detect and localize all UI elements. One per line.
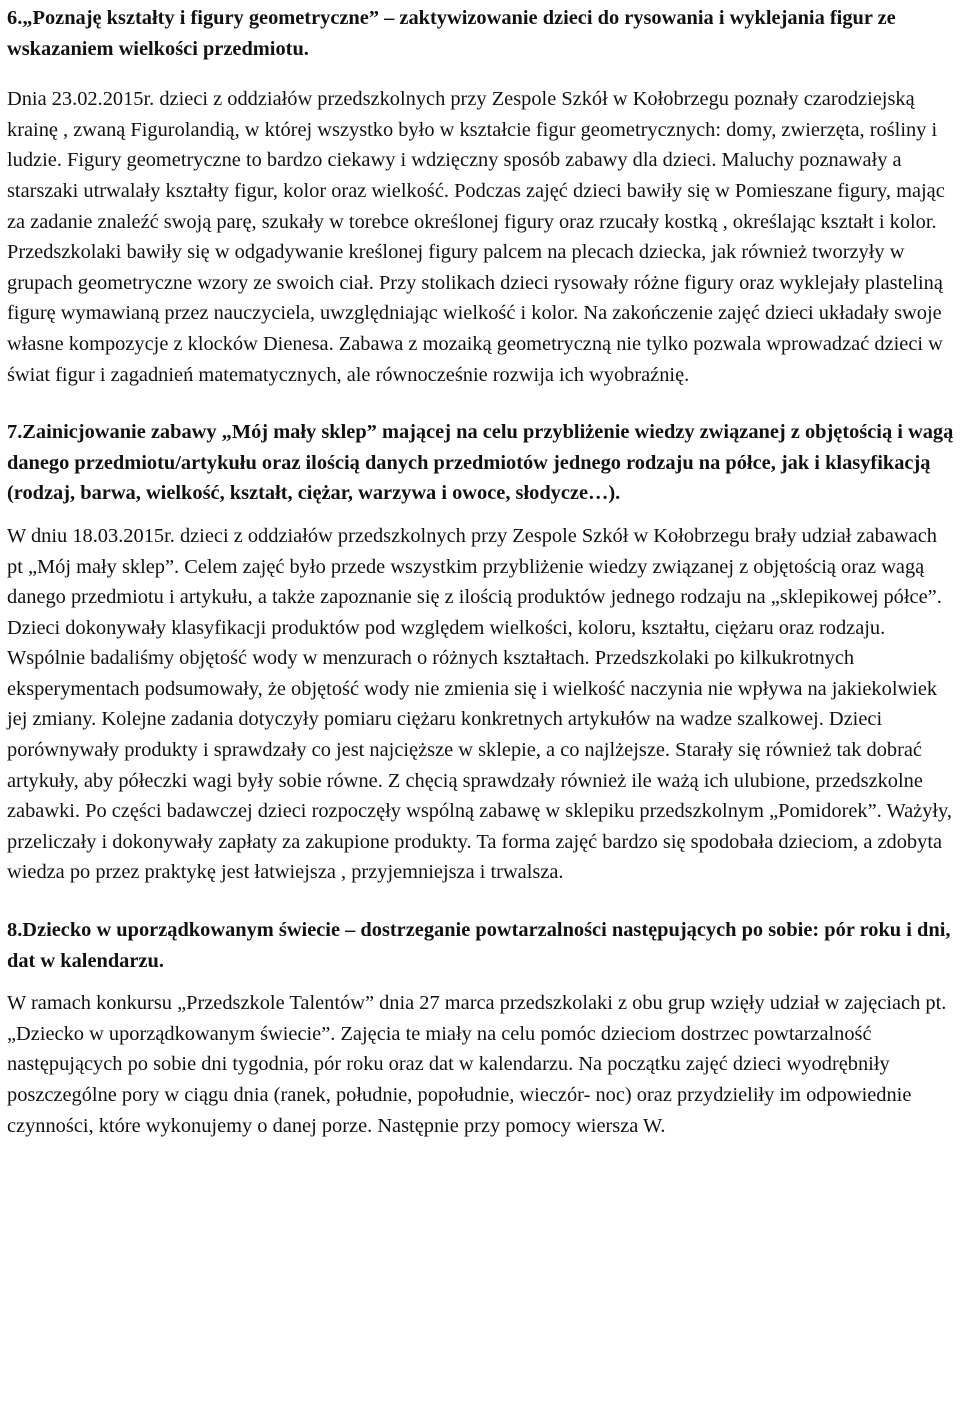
section-8-heading: 8.Dziecko w uporządkowanym świecie – dostrzeganie powtarzalności następujących po sobie: pór roku i dni, dat w kalendarzu. — [7, 919, 951, 972]
section-6-paragraph: Dnia 23.02.2015r. dzieci z oddziałów przedszkolnych przy Zespole Szkół w Kołobrzegu poznały czarodziejską krainę , zwaną Figurolandią, w której wszystko było w kształcie figur geometrycznych: domy, zwierzęta, rośliny i ludzie. Figury geometryczne to bardzo ciekawy i wdzięczny sposób zabawy dla dzieci. Maluchy poznawały a starszaki utrwalały kształty figur, kolor oraz wielkość. Podczas zajęć dzieci bawiły się w Pomieszane figury, mając za zadanie znaleźć swoją parę, szukały w torebce określonej figury oraz rzucały kostką , określając kształt i kolor. Przedszkolaki bawiły się w odgadywanie kreślonej figury palcem na plecach dziecka, jak również tworzyły w grupach geometryczne wzory ze swoich ciał. Przy stolikach dzieci rysowały różne figury oraz wyklejały plasteliną figurę wymawianą przez nauczyciela, uwzględniając wielkość i kolor. Na zakończenie zajęć dzieci układały swoje własne kompozycje z klocków Dienesa. Zabawa z mozaiką geometryczną nie tylko pozwala wprowadzać dzieci w świat figur i zagadnień matematycznych, ale równocześnie rozwija ich wyobraźnię. — [7, 88, 945, 386]
section-8-paragraph: W ramach konkursu „Przedszkole Talentów” dnia 27 marca przedszkolaki z obu grup wzięły udział w zajęciach pt. „Dziecko w uporządkowanym świecie”. Zajęcia te miały na celu pomóc dzieciom dostrzec powtarzalność następujących po sobie dni tygodnia, pór roku oraz dat w kalendarzu. Na początku zajęć dzieci wyodrębniły poszczególne pory w ciągu dnia (ranek, południe, popołudnie, wieczór- noc) oraz przydzieliły im odpowiednie czynności, które wykonujemy o danej porze. Następnie przy pomocy wiersza W. — [7, 992, 947, 1137]
section-7-heading: 7.Zainicjowanie zabawy „Mój mały sklep” mającej na celu przybliżenie wiedzy związanej z objętością i wagą danego przedmiotu/artykułu oraz ilością danych przedmiotów jednego rodzaju na półce, jak i klasyfikacją (rodzaj, barwa, wielkość, kształt, ciężar, warzywa i owoce, słodycze…). — [7, 421, 954, 505]
document-page — [7, 0, 957, 1141]
section-6-heading: 6.„Poznaję kształty i figury geometryczne” – zaktywizowanie dzieci do rysowania i wyklejania figur ze wskazaniem wielkości przedmiotu. — [7, 7, 896, 60]
section-7-paragraph: W dniu 18.03.2015r. dzieci z oddziałów przedszkolnych przy Zespole Szkół w Kołobrzegu brały udział zabawach pt „Mój mały sklep”. Celem zajęć było przede wszystkim przybliżenie wiedzy związanej z objętością oraz wagą danego przedmiotu i artykułu, a także zapoznanie się z ilością produktów jednego rodzaju na „sklepikowej półce”. Dzieci dokonywały klasyfikacji produktów pod względem wielkości, koloru, kształtu, ciężaru oraz rodzaju. Wspólnie badaliśmy objętość wody w menzurach o różnych kształtach. Przedszkolaki po kilkukrotnych eksperymentach podsumowały, że objętość wody nie zmienia się i wielkość naczynia nie wpływa na jakiekolwiek jej zmiany. Kolejne zadania dotyczyły pomiaru ciężaru konkretnych artykułów na wadze szalkowej. Dzieci porównywały produkty i sprawdzały co jest najcięższe w sklepie, a co najlżejsze. Starały się również tak dobrać artykuły, aby półeczki wagi były sobie równe. Z chęcią sprawdzały również ile ważą ich ulubione, przedszkolne zabawki. Po części badawczej dzieci rozpoczęły wspólną zabawę w sklepiku przedszkolnym „Pomidorek”. Ważyły, przeliczały i dokonywały zapłaty za zakupione produkty. Ta forma zajęć bardzo się spodobała dzieciom, a zdobyta wiedza po przez praktykę jest łatwiejsza , przyjemniejsza i trwalsza. — [7, 524, 953, 884]
